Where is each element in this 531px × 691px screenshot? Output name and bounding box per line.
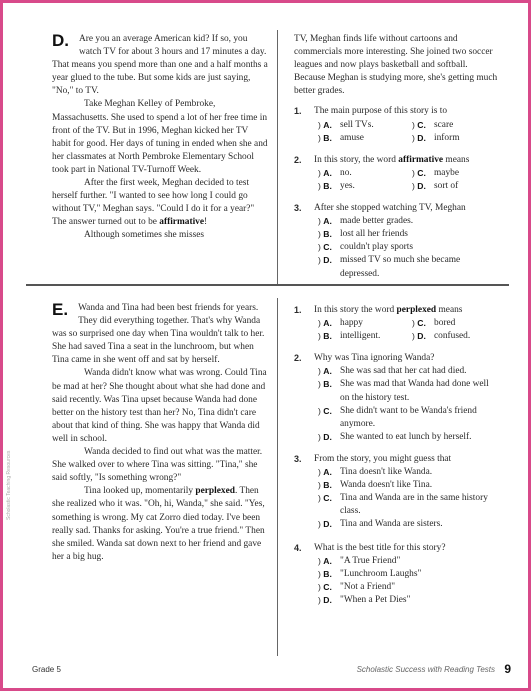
answer-option[interactable] — [318, 180, 406, 193]
option-text: "When a Pet Dies" — [340, 594, 411, 605]
answer-option[interactable] — [318, 431, 500, 444]
question-text: What is the best title for this story? — [314, 542, 446, 553]
question-number: 3. — [294, 203, 302, 214]
questions-e-column — [294, 304, 500, 607]
question-text: From the story, you might guess that — [314, 453, 452, 464]
answer-option[interactable] — [318, 119, 406, 132]
option-text: "A True Friend" — [340, 555, 401, 566]
page-number: 9 — [504, 662, 511, 676]
option-text: She wanted to eat lunch by herself. — [340, 431, 472, 442]
answer-option[interactable] — [318, 492, 500, 518]
page-footer — [32, 660, 511, 674]
answer-option[interactable] — [318, 330, 406, 343]
story-d-right-column — [294, 33, 500, 281]
option-label: ) B. — [318, 132, 332, 143]
option-label: ) B. — [318, 480, 332, 491]
story-d-paragraph-3: After the first week, Meghan decided to test herself further. "I wanted to see how long I could go without TV," Meghan says. "Could I do it for a year?" The answer turned out to be affirmative! — [52, 178, 255, 228]
answer-option[interactable] — [318, 167, 406, 180]
question-text: The main purpose of this story is to — [314, 106, 448, 117]
option-label: ) B. — [318, 331, 332, 342]
answer-options — [314, 317, 500, 343]
option-label: ) D. — [318, 431, 332, 442]
answer-options — [314, 215, 500, 280]
story-d-paragraph-2: Take Meghan Kelley of Pembroke, Massachusetts. She used to spend a lot of her free time in front of the TV. But in 1996, Meghan kicked her TV habit for good. Her days of tuning in ended when she and her classmates at North Pembroke Elementary School took part in National TV-Turnoff Week. — [52, 99, 268, 175]
question-number: 2. — [294, 353, 302, 364]
answer-option[interactable] — [318, 317, 406, 330]
answer-option[interactable] — [318, 241, 500, 254]
questions-e — [294, 304, 500, 607]
option-label: ) B. — [318, 379, 332, 390]
option-label: ) D. — [318, 255, 332, 266]
story-e-letter: E. — [52, 300, 69, 319]
option-text: inform — [434, 132, 460, 143]
answer-option[interactable] — [412, 330, 500, 343]
option-text: She was mad that Wanda had done well on the history test. — [340, 379, 489, 403]
question-text: After she stopped watching TV, Meghan — [314, 203, 466, 214]
vocab-word: perplexed — [195, 486, 235, 497]
answer-option[interactable] — [318, 365, 500, 378]
option-text: yes. — [340, 180, 355, 191]
option-label: ) C. — [318, 242, 332, 253]
option-label: ) B. — [318, 229, 332, 240]
option-text: sell TVs. — [340, 119, 374, 130]
story-d-paragraph-5: TV, Meghan finds life without cartoons and commercials more interesting. She joined two soccer leagues and now plays basketball and softball. Because Meghan is studying more, she's getting much better grades. — [294, 34, 498, 97]
question-number: 4. — [294, 542, 302, 553]
question-number: 1. — [294, 106, 302, 117]
answer-options — [314, 466, 500, 531]
story-e-paragraph-2: Wanda didn't know what was wrong. Could Tina be mad at her? She thought about what she had done and said recently. Was Tina upset because Wanda had done better on the history test than her? No, Tina didn't care about that kind of thing. She was happy that Wanda did well in school. — [52, 368, 267, 444]
answer-option[interactable] — [412, 132, 500, 145]
option-text: made better grades. — [340, 216, 414, 227]
story-e-paragraph-4: Tina looked up, momentarily perplexed. Then she realized who it was. "Oh, hi, Wanda," she said. "Yes, something is wrong. My cat Zorro died today. I've been really sad. Thanks for asking. You're a true friend." Then she smiled. Wanda sat down next to her friend and gave her a big hug. — [52, 486, 265, 562]
answer-option[interactable] — [318, 581, 500, 594]
question — [294, 542, 500, 607]
question-text: In this story the word perplexed means — [314, 305, 463, 315]
answer-options — [314, 167, 500, 193]
option-label: ) A. — [318, 167, 332, 178]
option-text: scare — [434, 119, 454, 130]
option-text: intelligent. — [340, 331, 381, 342]
answer-options — [314, 555, 500, 607]
answer-option[interactable] — [318, 518, 500, 531]
option-label: ) D. — [318, 519, 332, 530]
option-text: Tina and Wanda are in the same history class. — [340, 493, 488, 517]
answer-option[interactable] — [318, 378, 500, 404]
answer-options — [314, 365, 500, 444]
story-d-paragraph-1: D. Are you an average American kid? If so, you watch TV for about 3 hours and 17 minutes a day. That means you spend more than one and a half months a year glued to the tube. But some kids are just saying, "No," to TV. — [52, 31, 268, 97]
option-label: ) A. — [318, 366, 332, 377]
option-label: ) A. — [318, 216, 332, 227]
option-text: confused. — [434, 331, 471, 342]
question — [294, 304, 500, 343]
option-label: ) D. — [412, 331, 426, 342]
answer-option[interactable] — [318, 254, 500, 280]
side-note: Scholastic Teaching Resources — [6, 450, 12, 520]
vocab-word: affirmative — [159, 217, 205, 228]
option-text: Wanda doesn't like Tina. — [340, 480, 433, 491]
option-text: She was sad that her cat had died. — [340, 366, 467, 377]
option-label: ) C. — [412, 167, 426, 178]
answer-option[interactable] — [412, 317, 500, 330]
option-label: ) B. — [318, 568, 332, 579]
option-label: ) C. — [318, 405, 332, 416]
vocab-word: perplexed — [396, 305, 437, 315]
option-text: "Not a Friend" — [340, 581, 396, 592]
question — [294, 202, 500, 281]
option-text: bored — [434, 318, 456, 329]
option-label: ) C. — [318, 581, 332, 592]
option-label: ) D. — [318, 594, 332, 605]
option-text: missed TV so much she became depressed. — [340, 255, 461, 279]
answer-option[interactable] — [318, 555, 500, 568]
answer-option[interactable] — [412, 180, 500, 193]
question-text: In this story, the word affirmative means — [314, 154, 470, 165]
answer-option[interactable] — [318, 568, 500, 581]
question — [294, 154, 500, 193]
option-label: ) B. — [318, 180, 332, 191]
questions-d — [294, 105, 500, 280]
answer-option[interactable] — [318, 132, 406, 145]
answer-option[interactable] — [412, 119, 500, 132]
grade-label: Grade 5 — [32, 665, 61, 674]
story-e-paragraph-1: E. Wanda and Tina had been best friends for years. They did everything together. That's why Wanda was so surprised one day when Tina wouldn't talk to her. She had saved Tina a seat in the lunchroom, but when Tina came in she went off and sat by herself. — [52, 300, 265, 366]
story-d — [52, 33, 268, 243]
option-text: Tina and Wanda are sisters. — [340, 519, 443, 530]
answer-option[interactable] — [412, 167, 500, 180]
section-divider — [26, 284, 509, 286]
story-e-paragraph-3: Wanda decided to find out what was the matter. She walked over to where Tina was sitting. "Tina," she said softly, "Is something wrong?" — [52, 447, 263, 484]
option-text: couldn't play sports — [340, 242, 414, 253]
answer-option[interactable] — [318, 215, 500, 228]
option-text: She didn't want to be Wanda's friend anymore. — [340, 405, 477, 429]
option-label: ) C. — [412, 119, 426, 130]
book-title: Scholastic Success with Reading Tests — [356, 665, 495, 674]
answer-option[interactable] — [318, 405, 500, 431]
option-label: ) D. — [412, 180, 426, 191]
question-number: 1. — [294, 305, 302, 315]
option-text: sort of — [434, 180, 459, 191]
question — [294, 453, 500, 532]
question-text: Why was Tina ignoring Wanda? — [314, 353, 435, 364]
answer-option[interactable] — [318, 466, 500, 479]
question-number: 3. — [294, 453, 302, 464]
option-text: happy — [340, 318, 363, 329]
option-label: ) A. — [318, 555, 332, 566]
option-label: ) C. — [412, 318, 426, 329]
option-label: ) D. — [412, 132, 426, 143]
option-text: no. — [340, 167, 352, 178]
option-text: Tina doesn't like Wanda. — [340, 467, 433, 478]
story-d-paragraph-4: Although sometimes she misses — [84, 230, 205, 241]
option-label: ) A. — [318, 119, 332, 130]
question — [294, 352, 500, 444]
answer-option[interactable] — [318, 594, 500, 607]
option-text: amuse — [340, 132, 364, 143]
option-text: "Lunchroom Laughs" — [340, 568, 422, 579]
answer-options — [314, 119, 500, 145]
question-number: 2. — [294, 154, 302, 165]
option-text: maybe — [434, 167, 459, 178]
column-divider-top — [277, 30, 278, 284]
option-label: ) A. — [318, 467, 332, 478]
option-text: lost all her friends — [340, 229, 408, 240]
option-label: ) A. — [318, 318, 332, 329]
answer-option[interactable] — [318, 479, 500, 492]
story-e — [52, 302, 268, 564]
vocab-word: affirmative — [398, 154, 444, 165]
question — [294, 105, 500, 144]
option-label: ) C. — [318, 493, 332, 504]
story-d-letter: D. — [52, 31, 69, 50]
answer-option[interactable] — [318, 228, 500, 241]
column-divider-bottom — [277, 298, 278, 656]
